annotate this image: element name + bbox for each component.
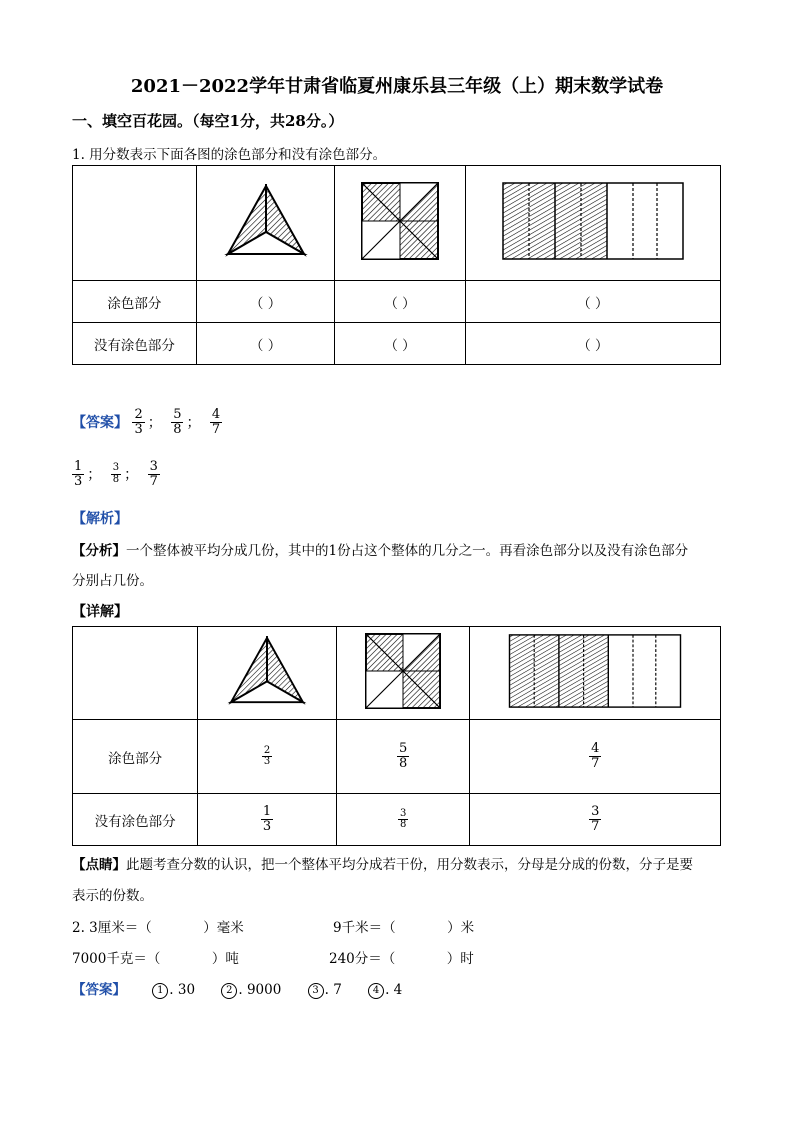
- blank-shaded-1: （ ）: [196, 281, 334, 323]
- question-2a: 2. 3厘米＝（ ）毫米: [72, 920, 244, 936]
- fenxi-line-2: 分别占几份。: [72, 573, 153, 589]
- question-1-text: 1. 用分数表示下面各图的涂色部分和没有涂色部分。: [72, 147, 387, 163]
- square-figure-cell: [335, 166, 465, 281]
- rectangle-figure-cell: [470, 627, 721, 720]
- answer-item: 2 . 9000: [221, 982, 281, 998]
- fraction: $\frac{5}{8}$: [399, 741, 408, 771]
- fraction: $\frac{3}{8}$: [112, 462, 120, 485]
- answer-cell: [336, 720, 470, 794]
- detail-label: 【详解】: [72, 604, 128, 620]
- dianjing-line-2: 表示的份数。: [72, 888, 153, 904]
- fraction: $\frac{3}{8}$: [399, 807, 407, 830]
- empty-header-cell: [73, 166, 197, 281]
- pinwheel-square-figure: [361, 182, 439, 260]
- row-label-shaded: 涂色部分: [73, 720, 198, 794]
- row-label-shaded: 涂色部分: [73, 281, 197, 323]
- section-heading: 一、填空百花园。（每空1分，共28分。）: [72, 112, 344, 130]
- answer-label: 【答案】: [72, 982, 126, 998]
- answer-line-1: 【答案】 $\frac{2}{3}$ ； $\frac{5}{8}$ ； $\frac{4}{7}$: [72, 407, 221, 437]
- row-label-unshaded: 没有涂色部分: [73, 323, 197, 365]
- blank-shaded-2: （ ）: [335, 281, 465, 323]
- square-figure-cell: [336, 627, 470, 720]
- answer-item: 1 . 30: [152, 982, 195, 998]
- question-2b: 9千米＝（ ）米: [333, 920, 475, 936]
- triangle-figure: [224, 184, 308, 258]
- triangle-figure: [227, 636, 307, 706]
- answer-cell: [198, 720, 337, 794]
- rectangle-strips-figure: [502, 181, 684, 261]
- answer-item: 3 . 7: [308, 982, 342, 998]
- answer-line-2: $\frac{1}{3}$ ； $\frac{3}{8}$ ； $\frac{3}{7}$: [74, 459, 158, 489]
- pinwheel-square-figure: [365, 633, 441, 709]
- page-title: 2021－2022学年甘肃省临夏州康乐县三年级（上）期末数学试卷: [130, 76, 664, 97]
- fraction: $\frac{2}{3}$: [263, 744, 271, 767]
- question-2d: 240分＝（ ）时: [329, 951, 474, 967]
- empty-header-cell: [73, 627, 198, 720]
- q2-answer-line: [72, 978, 402, 999]
- answer-cell: [336, 794, 470, 846]
- blank-shaded-3: （ ）: [465, 281, 720, 323]
- blank-unshaded-3: （ ）: [465, 323, 720, 365]
- fraction: $\frac{1}{3}$: [262, 804, 272, 834]
- blank-unshaded-1: （ ）: [196, 323, 334, 365]
- analysis-label: 【解析】: [72, 511, 128, 527]
- fraction: $\frac{5}{8}$: [173, 407, 182, 437]
- question-table: [72, 165, 721, 365]
- answer-cell: [198, 794, 337, 846]
- detail-table: [72, 626, 721, 846]
- fraction: $\frac{1}{3}$: [74, 459, 83, 489]
- fraction: $\frac{2}{3}$: [134, 407, 143, 437]
- rectangle-strips-figure: [508, 633, 682, 709]
- answer-cell: [470, 720, 721, 794]
- fraction: $\frac{4}{7}$: [211, 407, 221, 437]
- fraction: $\frac{3}{7}$: [591, 804, 600, 834]
- triangle-figure-cell: [196, 166, 334, 281]
- row-label-unshaded: 没有涂色部分: [73, 794, 198, 846]
- question-2c: 7000千克＝（ ）吨: [72, 951, 239, 967]
- fenxi-line-1: 【分析】一个整体被平均分成几份，其中的1份占这个整体的几分之一。再看涂色部分以及没有涂色部分: [72, 543, 689, 559]
- dianjing-line-1: 【点睛】此题考查分数的认识，把一个整体平均分成若干份，用分数表示，分母是分成的份数，分子是要: [72, 857, 693, 873]
- triangle-figure-cell: [198, 627, 337, 720]
- fraction: $\frac{3}{7}$: [149, 459, 158, 489]
- rectangle-figure-cell: [465, 166, 720, 281]
- answer-cell: [470, 794, 721, 846]
- answer-item: 4 . 4: [368, 982, 402, 998]
- blank-unshaded-2: （ ）: [335, 323, 465, 365]
- answer-label: 【答案】: [72, 415, 128, 432]
- fraction: $\frac{4}{7}$: [591, 741, 600, 771]
